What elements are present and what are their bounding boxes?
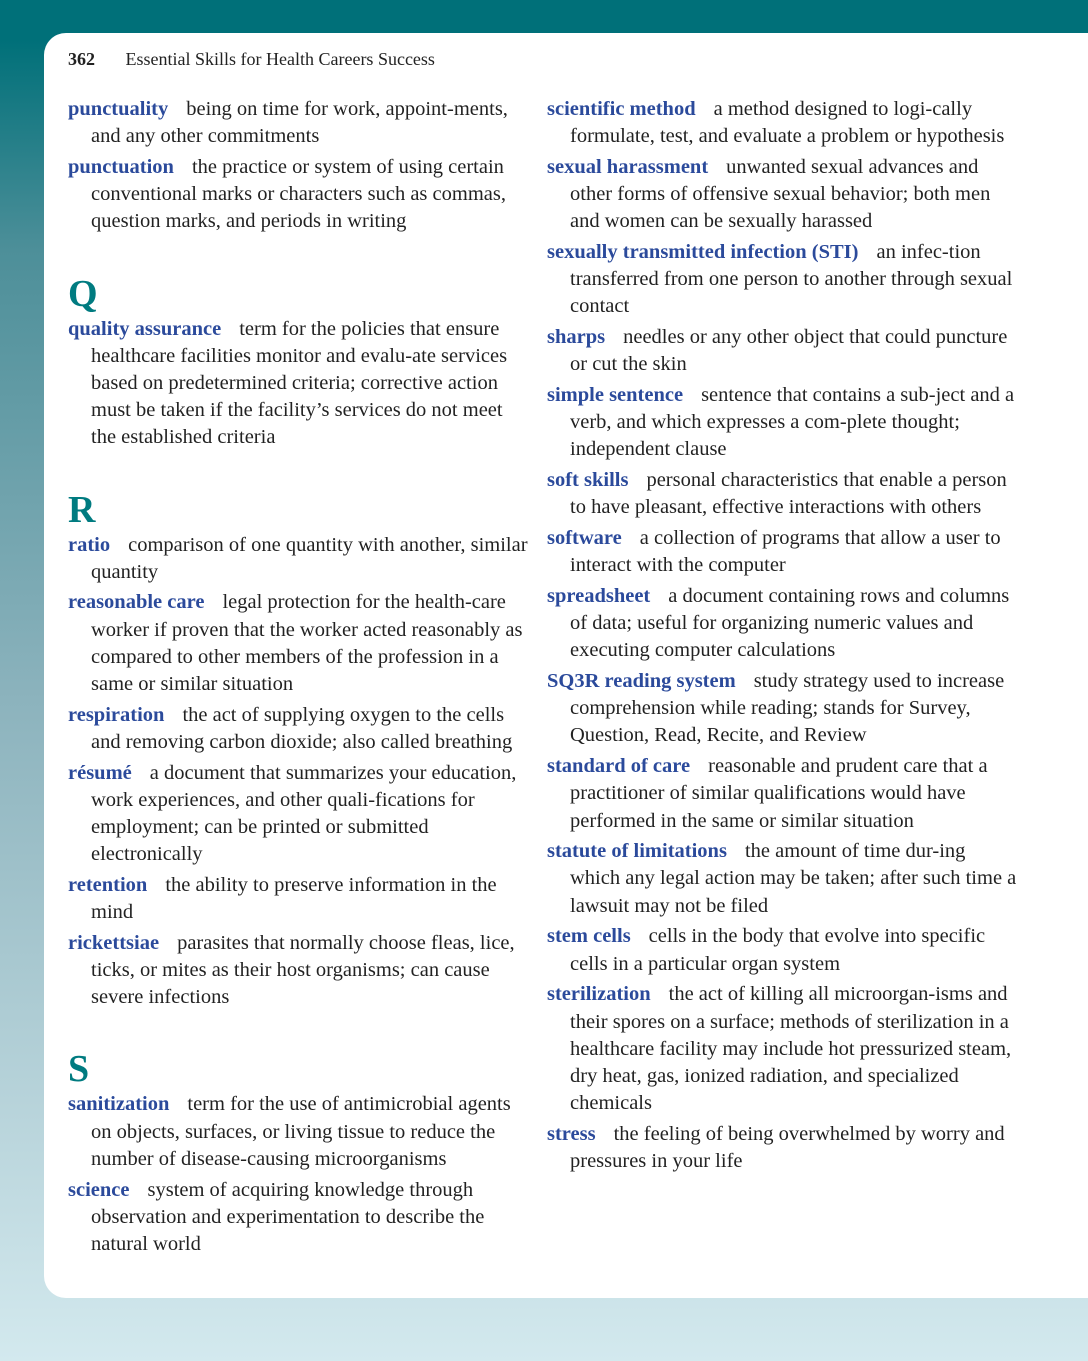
glossary-definition: reasonable and prudent care that a practitioner of similar qualifications would have performed in the same or similar situation [570, 755, 988, 832]
glossary-definition: a document containing rows and columns of data; useful for organizing numeric values and executing computer calculations [570, 584, 1010, 662]
glossary-definition: comparison of one quantity with another, similar quantity [91, 533, 528, 583]
glossary-term: sexually transmitted infection (STI) [547, 241, 859, 264]
glossary-entry [68, 702, 530, 756]
glossary-entry [547, 923, 1017, 977]
glossary-definition: sentence that contains a sub-ject and a verb, and which expresses a com-plete thought; independent clause [570, 384, 1015, 461]
glossary-term: science [68, 1178, 130, 1201]
glossary-term: simple sentence [547, 384, 684, 407]
glossary-entry [68, 1091, 530, 1173]
glossary-entry [68, 154, 530, 236]
glossary-entry [547, 324, 1017, 378]
running-head [68, 49, 435, 70]
glossary-entry [547, 154, 1017, 236]
page-number: 362 [68, 49, 95, 69]
glossary-entry [547, 583, 1017, 665]
glossary-page [44, 33, 1088, 1298]
glossary-term: standard of care [547, 755, 691, 778]
glossary-entry [68, 532, 530, 586]
glossary-term: soft skills [547, 469, 629, 492]
glossary-definition: term for the policies that ensure healthcare facilities monitor and evalu-ate services based on predetermined criteria; corrective action must be taken if the facility’s services do not meet the established criteria [91, 317, 508, 449]
glossary-term: spreadsheet [547, 584, 651, 607]
glossary-definition: a method designed to logi-cally formulate, test, and evaluate a problem or hypothesis [570, 98, 1005, 148]
glossary-definition: cells in the body that evolve into specific cells in a particular organ system [570, 925, 986, 975]
section-letter-q: Q [68, 272, 98, 315]
glossary-term: sharps [547, 326, 606, 349]
glossary-definition: the ability to preserve information in the mind [91, 873, 497, 924]
glossary-definition: the practice or system of using certain conventional marks or characters such as commas, question marks, and periods in writing [91, 155, 506, 233]
glossary-definition: personal characteristics that enable a person to have pleasant, effective interactions with others [570, 469, 1007, 519]
glossary-entry [68, 760, 530, 869]
glossary-definition: parasites that normally choose fleas, lice, ticks, or mites as their host organisms; can cause severe infections [91, 931, 515, 1009]
glossary-entry [547, 838, 1017, 920]
glossary-definition: the amount of time dur-ing which any legal action may be taken; after such time a lawsuit may not be filed [570, 840, 1017, 917]
glossary-definition: the act of supplying oxygen to the cells and removing carbon dioxide; also called breathing [91, 703, 513, 753]
glossary-entry [68, 96, 530, 150]
glossary-entry [547, 467, 1017, 521]
glossary-term: punctuation [68, 155, 174, 178]
glossary-term: scientific method [547, 98, 696, 120]
glossary-definition: legal protection for the health-care worker if proven that the worker acted reasonably as compared to other members of the profession in a same or similar situation [91, 591, 523, 696]
glossary-definition: unwanted sexual advances and other forms of offensive sexual behavior; both men and women can be sexually harassed [570, 155, 991, 233]
glossary-definition: an infec-tion transferred from one person to another through sexual contact [570, 241, 1013, 318]
glossary-entry [68, 589, 530, 698]
glossary-term: stress [547, 1122, 596, 1145]
section-letter-s: S [68, 1048, 90, 1091]
glossary-entry [547, 96, 1017, 150]
glossary-term: sterilization [547, 983, 651, 1006]
glossary-entry [68, 316, 530, 452]
left-column [68, 96, 530, 1262]
glossary-entry [547, 668, 1017, 750]
glossary-definition: the act of killing all microorgan-isms and their spores on a surface; methods of sterilization in a healthcare facility may include hot pressurized steam, dry heat, gas, ionized radiation, and specialized chemicals [570, 983, 1012, 1115]
glossary-term: rickettsiae [68, 931, 160, 954]
glossary-entry [547, 1121, 1017, 1175]
glossary-entry [547, 239, 1017, 321]
glossary-term: respiration [68, 703, 165, 726]
glossary-definition: needles or any other object that could puncture or cut the skin [570, 326, 1008, 376]
glossary-term: punctuality [68, 98, 169, 120]
book-title: Essential Skills for Health Careers Success [125, 49, 435, 69]
glossary-term: reasonable care [68, 591, 205, 614]
glossary-definition: being on time for work, appoint-ments, and any other commitments [91, 98, 508, 148]
glossary-entry [547, 382, 1017, 464]
glossary-term: sanitization [68, 1093, 170, 1116]
glossary-term: stem cells [547, 925, 631, 948]
glossary-term: software [547, 527, 622, 550]
glossary-entry [68, 872, 530, 926]
glossary-definition: a document that summarizes your education, work experiences, and other quali-fications for employment; can be printed or submitted electronically [91, 761, 517, 866]
right-column [547, 96, 1017, 1179]
glossary-entry [547, 525, 1017, 579]
glossary-entry [68, 930, 530, 1012]
section-letter-r: R [68, 488, 96, 531]
glossary-term: ratio [68, 533, 111, 556]
glossary-definition: the feeling of being overwhelmed by worry and pressures in your life [570, 1122, 1005, 1173]
glossary-term: sexual harassment [547, 155, 709, 178]
glossary-term: SQ3R reading system [547, 670, 736, 693]
glossary-term: retention [68, 873, 148, 896]
glossary-entry [547, 753, 1017, 835]
glossary-entry [547, 981, 1017, 1117]
glossary-entry [68, 1177, 530, 1259]
glossary-definition: system of acquiring knowledge through observation and experimentation to describe the natural world [91, 1178, 485, 1255]
glossary-term: statute of limitations [547, 840, 727, 863]
glossary-term: quality assurance [68, 317, 222, 340]
glossary-definition: a collection of programs that allow a user to interact with the computer [570, 527, 1001, 577]
glossary-definition: term for the use of antimicrobial agents on objects, surfaces, or living tissue to reduce the number of disease-causing microorganisms [91, 1093, 511, 1170]
glossary-definition: study strategy used to increase comprehension while reading; stands for Survey, Question, Read, Recite, and Review [570, 670, 1005, 747]
glossary-term: résumé [68, 761, 132, 784]
